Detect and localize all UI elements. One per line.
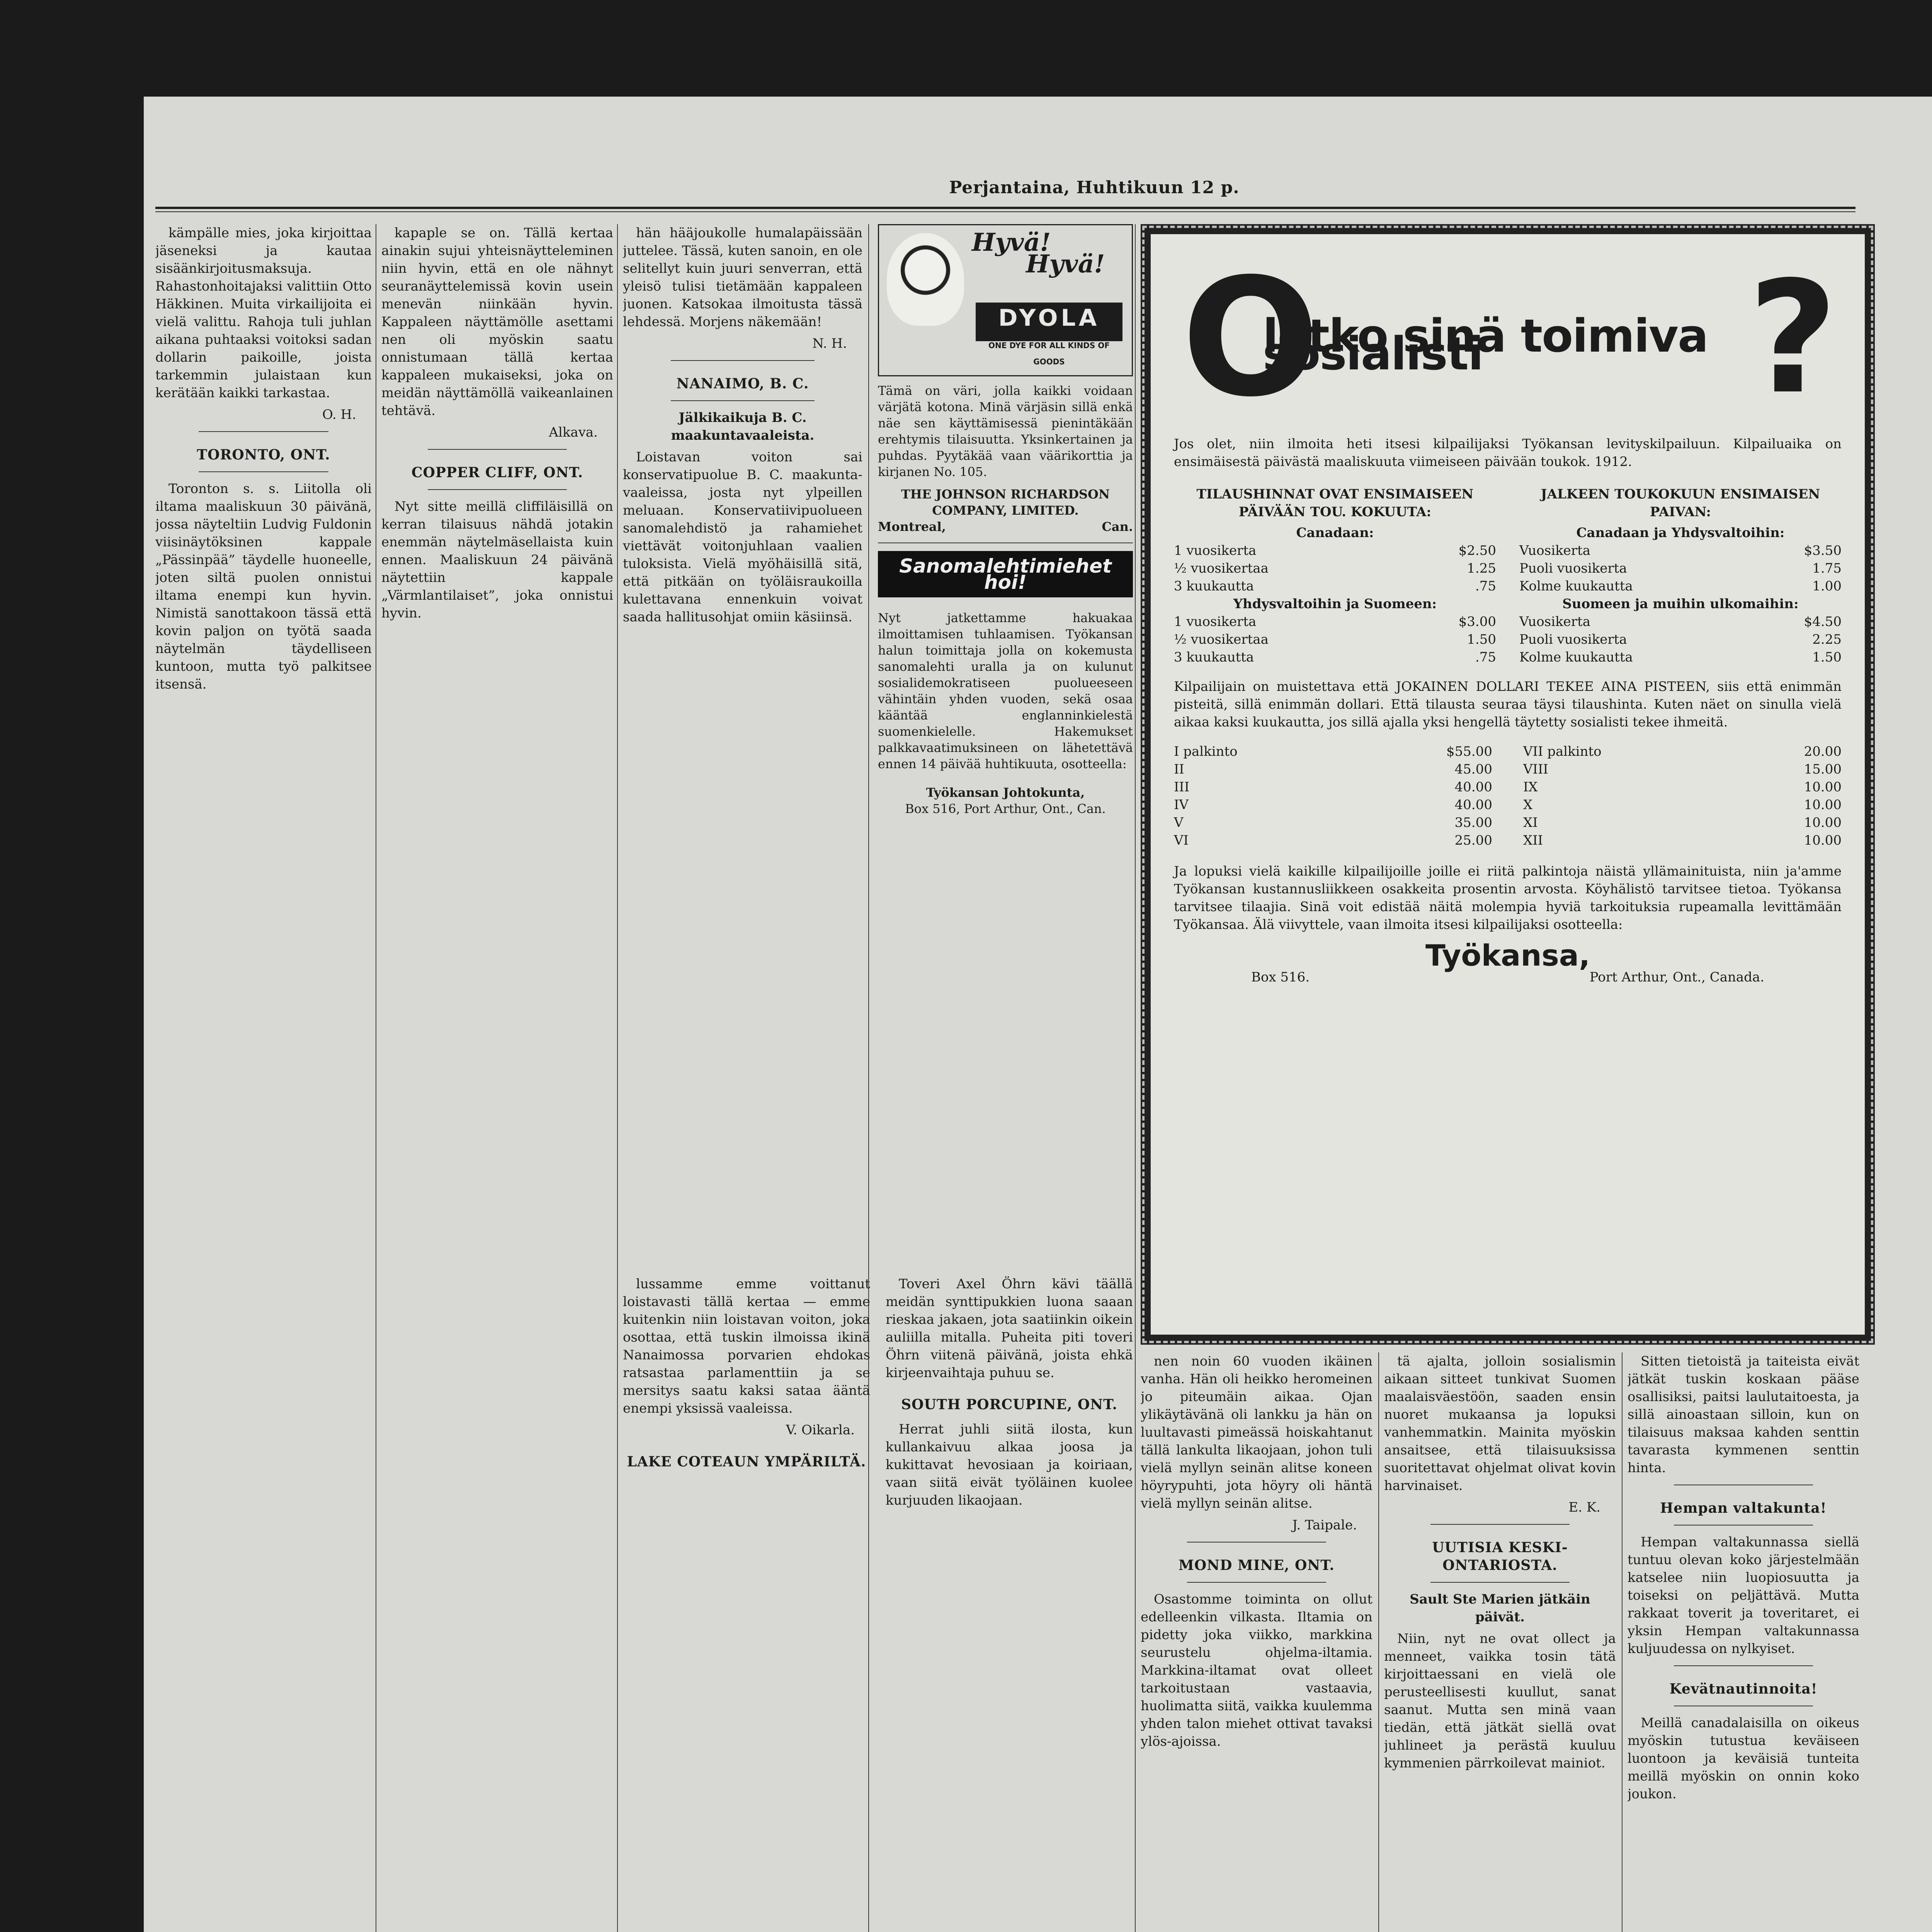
price-row <box>1174 631 1496 648</box>
ad-address: Box 516, Port Arthur, Ont., Can. <box>905 801 1106 816</box>
price-heading: JALKEEN TOUKOKUUN ENSIMAISEN PAIVAN: <box>1541 486 1820 520</box>
article-heading: LAKE COTEAUN YMPÄRILTÄ. <box>627 1454 866 1470</box>
ad-company: THE JOHNSON RICHARDSON COMPANY, LIMITED. <box>901 487 1110 518</box>
row-label: X <box>1523 797 1533 813</box>
article-text: Osastomme toiminta on ollut edelleenkin vilkasta. Iltamia on pidetty joka viikko, markkina seurustelu ohjelma-iltamia. Markkina-iltamat ovat olleet tarkoitustaan vastaavia, huolimatta siitä, vaikka kuulemma yhden talon miehet ottivat tavaksi ylös-ajoissa. <box>1141 1592 1372 1749</box>
article-subheading: Sault Ste Marien jätkäin päivät. <box>1410 1592 1590 1625</box>
row-value: $55.00 <box>1446 744 1492 759</box>
price-subheading: Suomeen ja muihin ulkomaihin: <box>1562 596 1799 612</box>
column-divider <box>1378 1352 1379 1932</box>
row-label: V <box>1174 815 1184 830</box>
price-row <box>1519 577 1842 595</box>
article-text: Hempan valtakunnassa siellä tuntuu olevan koko järjestelmään katselee niin luopiosuutta ja toiseksi on peljättävä. Mutta rakkaat toverit ja toveritaret, ei yksin Hempan valtakunnassa kuljuudessa on nylkyiset. <box>1628 1534 1859 1656</box>
prize-column <box>1523 743 1842 849</box>
ad-title-text: letko sinä toimiva sosialisti <box>1263 309 1708 380</box>
row-label: Kolme kuukautta <box>1519 650 1633 665</box>
article-text: Loistavan voiton sai konservatipuolue B. C. maakunta-vaaleissa, josta nyt ylpeillen meluaan. Konservatiivipuolueen sanomalehdistö ja rahamiehet viettävät voitonjuhlaan vaalien tuloksista. Vielä myöhäisillä sitä, että pitkään on työläisraukoilla kulettavana ennenkuin voivat saada hallitusohjat omiin käsiinsä. <box>623 449 862 625</box>
price-row <box>1174 577 1496 595</box>
article-text: kapaple se on. Tällä kertaa ainakin sujui yhteisnäytteleminen niin hyvin, että en ole nähnyt seuranäyttelemissä kovin usein menevän niinkään hyvin. Kappaleen näyttämölle asettami nen oli myöskin saatu onnistumaan tällä kertaa kappaleen mukaiseksi, joka on meidän näyttämöllä vaikeanlainen tehtävä. <box>381 225 613 418</box>
row-value: 1.25 <box>1467 561 1496 576</box>
price-row <box>1519 560 1842 577</box>
row-value: .75 <box>1475 650 1496 665</box>
divider <box>1430 1582 1570 1583</box>
article-text: tä ajalta, jolloin sosialismin aikaan sitteet tunkivat Suomen maalaisväestöön, saaden ensin nuoret mukaansa ja lopuksi vanhemmatkin. Mainita myöskin ansaitsee, että tilaisuuksissa suoritettavat ohjelmat olivat kovin harvinaiset. <box>1384 1354 1616 1493</box>
row-value: 1.75 <box>1812 561 1842 576</box>
article-text: Toveri Axel Öhrn kävi täällä meidän synttipukkien luona saaan rieskaa jakaen, jota saatiinkin oikein auliilla mitalla. Puheita piti toveri Öhrn viitenä päivänä, joista ehkä kirjeenvaihtaja puhuu se. <box>886 1276 1133 1381</box>
row-value: 45.00 <box>1454 762 1492 777</box>
tyokansa-subscription-ad <box>1141 224 1875 1345</box>
row-value: $3.00 <box>1458 614 1496 629</box>
row-value: .75 <box>1475 578 1496 594</box>
article-heading: SOUTH PORCUPINE, ONT. <box>901 1396 1117 1413</box>
row-value: $2.50 <box>1458 543 1496 558</box>
article-text: Meillä canadalaisilla on oikeus myöskin tutustua keväiseen luontoon ja keväisiä tunteita meillä myöskin on onnin koko joukon. <box>1628 1715 1859 1802</box>
tyokansa-signature: Työkansa, <box>1425 938 1590 973</box>
ad-text: Ja lopuksi vielä kaikille kilpailijoille joille ei riitä palkintoja näistä yllämainituista, niin ja'amme Työkansan kustannusliikkeen osakkeita prosentin arvosta. Köyhälistö tarvitsee tietoa. Työkansa tarvitsee tilaajia. Sinä voit edistää näitä molempia hyviä tarkoituksia rupeamalla levittämään Työkansaa. Älä viivyttele, vaan ilmoita itsesi kilpailijaksi osotteella: <box>1174 864 1842 932</box>
article-heading: NANAIMO, B. C. <box>676 376 809 392</box>
article-signature: V. Oikarla. <box>786 1422 855 1438</box>
ad-address <box>878 519 1133 535</box>
price-row <box>1523 814 1842 832</box>
row-label: Vuosikerta <box>1519 543 1590 558</box>
row-label: 3 kuukautta <box>1174 650 1254 665</box>
price-rows <box>1519 613 1842 666</box>
column-7 <box>1628 1352 1859 1932</box>
price-row <box>1174 613 1496 631</box>
price-before <box>1174 482 1496 666</box>
price-row <box>1174 778 1492 796</box>
price-subheading: Yhdysvaltoihin ja Suomeen: <box>1233 596 1437 612</box>
column-divider <box>1135 224 1136 1932</box>
ad-title <box>1174 244 1842 433</box>
divider <box>199 431 328 432</box>
dyola-ad-box <box>878 224 1133 376</box>
price-row <box>1174 832 1492 849</box>
row-label: VII palkinto <box>1523 744 1602 759</box>
divider <box>199 471 328 472</box>
price-row <box>1174 560 1496 577</box>
price-row <box>1174 814 1492 832</box>
article-text: lussamme emme voittanut loistavasti tällä kertaa — emme kuitenkin niin loistavan voiton, joka osottaa, että tuskin ilmoissa ikinä Nanaimossa porvarien ehdokas ratsastaa parlamenttiin ja se mersitys saatu kaksi sataa ääntä enempi yksissä vaaleissa. <box>623 1276 870 1416</box>
row-label: I palkinto <box>1174 744 1238 759</box>
article-text: Sitten tietoistä ja taiteista eivät jätkät tuskin koskaan pääse osallisiksi, paitsi laulutaitoesta, ja sillä ainoastaan silloin, kun on tilaisuus maksaa kahden senttin tavarasta kymmenen senttin hinta. <box>1628 1354 1859 1476</box>
column-6 <box>1384 1352 1616 1932</box>
row-value: 10.00 <box>1804 815 1842 830</box>
row-label: III <box>1174 779 1190 795</box>
dyola-tagline: ONE DYE FOR ALL KINDS OF GOODS <box>988 341 1110 366</box>
article-signature: E. K. <box>1568 1500 1600 1515</box>
ad-city: Port Arthur, Ont., Canada. <box>1589 969 1764 985</box>
row-value: 2.25 <box>1812 632 1842 647</box>
article-heading: COPPER CLIFF, ONT. <box>411 464 583 481</box>
row-value: 25.00 <box>1454 833 1492 848</box>
price-row <box>1174 542 1496 560</box>
prize-column <box>1174 743 1492 849</box>
row-label: Puoli vuosikerta <box>1519 632 1627 647</box>
row-label: VI <box>1174 833 1189 848</box>
article-signature: O. H. <box>322 407 356 422</box>
row-value: 10.00 <box>1804 833 1842 848</box>
column-3 <box>623 224 862 1267</box>
row-label: IV <box>1174 797 1189 813</box>
divider <box>671 400 815 401</box>
article-heading: Kevätnautinnoita! <box>1669 1681 1818 1697</box>
price-row <box>1523 778 1842 796</box>
price-rows <box>1174 542 1496 595</box>
column-3-4-lower <box>623 1275 1133 1932</box>
newspaper-page <box>144 97 1932 1932</box>
price-row <box>1174 648 1496 666</box>
page-date: Perjantaina, Huhtikuun 12 p. <box>949 178 1240 197</box>
row-value: 1.50 <box>1467 632 1496 647</box>
question-mark: ? <box>1748 248 1838 428</box>
divider <box>428 449 567 450</box>
article-text: Niin, nyt ne ovat ollect ja menneet, vaikka tosin tätä kirjoittaessani en vielä ole perusteellisesti kuullut, sanat saanut. Mutta sen minä vaan tiedän, että jätkät siellä ovat juhlineet ja perästä kuuluu kymmenien pärrkoilevat mainiot. <box>1384 1631 1616 1771</box>
ad-title-initial: O <box>1182 244 1320 433</box>
row-label: 3 kuukautta <box>1174 578 1254 594</box>
ad-intro: Jos olet, niin ilmoita heti itsesi kilpailijaksi Työkansan levityskilpailuun. Kilpailuaika on ensimäisestä päivästä maaliskuuta viimeiseen päivään toukok. 1912. <box>1174 436 1842 469</box>
row-value: 10.00 <box>1804 779 1842 795</box>
article-heading: MOND MINE, ONT. <box>1179 1557 1335 1573</box>
price-heading: TILAUSHINNAT OVAT ENSIMAISEEN PÄIVÄÄN TOU. KOKUUTA: <box>1196 486 1474 520</box>
column-1 <box>155 224 372 1932</box>
row-value: 35.00 <box>1454 815 1492 830</box>
price-subheading: Canadaan ja Yhdysvaltoihin: <box>1576 525 1785 541</box>
price-row <box>1174 796 1492 814</box>
article-heading: TORONTO, ONT. <box>197 447 330 463</box>
row-label: ½ vuosikertaa <box>1174 561 1269 576</box>
divider <box>1187 1582 1326 1583</box>
divider <box>428 489 567 490</box>
article-text: Nyt sitte meillä cliffiläisillä on kerran tilaisuus nähdä jotakin enemmän näytelmäsellaista kuin ennen. Maaliskuun 24 päivänä näytettiin kappale „Värmlantilaiset”, joka onnistui hyvin. <box>381 499 613 621</box>
price-row <box>1519 613 1842 631</box>
row-label: IX <box>1523 779 1538 795</box>
article-subheading: Jälkikaikuja B. C. maakuntavaaleista. <box>671 410 815 443</box>
woman-illustration <box>887 233 964 326</box>
row-label: II <box>1174 762 1184 777</box>
row-label: XI <box>1523 815 1538 830</box>
row-value: 40.00 <box>1454 779 1492 795</box>
dyola-advertisement <box>878 224 1133 1279</box>
article-text: hän hääjoukolle humalapäissään juttelee. Tässä, kuten sanoin, en ole selitellyt kuin juuri senverran, että yleisö tulisi tietämään kappaleen juonen. Katsokaa ilmoitusta tässä lehdessä. Morjens näkemään! <box>623 225 862 330</box>
row-label: Puoli vuosikerta <box>1519 561 1627 576</box>
price-row <box>1174 743 1492 760</box>
price-rows <box>1519 542 1842 595</box>
row-label: ½ vuosikertaa <box>1174 632 1269 647</box>
divider <box>1187 1542 1326 1543</box>
ad-text: Tämä on väri, jolla kaikki voidaan värjätä kotona. Minä värjäsin sillä enkä näe sen käyttämisessä pienintäkään erehtymis tilaisuutta. Yksinkertainen ja puhdas. Pyytäkää vaan väärikorttia ja kirjanen No. 105. <box>878 383 1133 479</box>
row-value: 1.50 <box>1812 650 1842 665</box>
divider <box>1674 1525 1813 1526</box>
row-label: VIII <box>1523 762 1548 777</box>
row-value: 1.00 <box>1812 578 1842 594</box>
column-divider <box>617 224 618 1932</box>
ad-signature: Työkansan Johtokunta, <box>926 785 1085 800</box>
ad-text: Kilpailijain on muistettava että JOKAINEN DOLLARI TEKEE AINA PISTEEN, siis että enimmän pisteitä, sillä enimmän dollari. Että tilausta seuraa täysi tilaushinta. Kuten näet on sinulla vielä aikaa kaksi kuukautta, jos sillä ajalla yksi hengellä täytetty sosialisti tekee ihmeitä. <box>1174 679 1842 730</box>
header-rule-thin <box>155 211 1855 212</box>
price-row <box>1519 542 1842 560</box>
header-rule <box>155 207 1855 209</box>
article-signature: J. Taipale. <box>1292 1517 1357 1533</box>
ad-headline: Hyvä! <box>1026 250 1105 279</box>
divider <box>671 360 815 361</box>
divider <box>1674 1665 1813 1666</box>
row-value: 15.00 <box>1804 762 1842 777</box>
price-row <box>1519 631 1842 648</box>
price-row <box>1523 832 1842 849</box>
row-label: Vuosikerta <box>1519 614 1590 629</box>
price-after <box>1519 482 1842 666</box>
row-label: XII <box>1523 833 1543 848</box>
ad-text: Nyt jatkettamme hakuakaa ilmoittamisen tuhlaamisen. Työkansan halun toimittaja jolla on kokemusta sanomalehti uralla ja on kulunut sosialidemokratiseen puolueeseen vähintäin yhden vuoden, sekä osaa kääntää englanninkielestä suomenkielelle. Hakemukset palkkavaatimuksineen on lähetettävä ennen 14 päivää huhtikuuta, osotteella: <box>878 611 1133 771</box>
price-rows <box>1174 613 1496 666</box>
ad-city: Montreal, <box>878 519 946 534</box>
row-value: $4.50 <box>1804 614 1842 629</box>
column-2 <box>381 224 613 1932</box>
article-text: nen noin 60 vuoden ikäinen vanha. Hän oli heikko heromeinen jo piteumäin aikaa. Ojan ylikäytävänä oli lankku ja hän on luultavasti pimeässä hoiskahtanut tällä lankulta likaojaan, johon tuli vielä myllyn seinän alitse koneen höyrypuhti, jota höyry oli häntä vielä myllyn seinän alitse. <box>1141 1354 1372 1511</box>
price-row <box>1519 648 1842 666</box>
article-signature: Alkava. <box>549 425 598 440</box>
article-text: Toronton s. s. Liitolla oli iltama maaliskuun 30 päivänä, jossa näyteltiin Ludvig Fuldonin viisinäytöksinen kappale „Pässinpää” täydelle huoneelle, joten siltä puolen onnistui iltama enempi kun hyvin. Nimistä sanottakoon tässä että kovin paljon on työtä saada näytelmän täydelliseen kuntoon, mutta työ palkitsee itsensä. <box>155 481 372 692</box>
article-heading: UUTISIA KESKI-ONTARIOSTA. <box>1432 1539 1568 1573</box>
row-label: 1 vuosikerta <box>1174 543 1257 558</box>
price-row <box>1523 796 1842 814</box>
row-value: 10.00 <box>1804 797 1842 813</box>
ad-province: Can. <box>1102 519 1133 534</box>
price-subheading: Canadaan: <box>1296 525 1374 541</box>
ad-headline: Hyvä! <box>972 228 1051 257</box>
article-heading: Hempan valtakunta! <box>1660 1500 1827 1516</box>
article-text: Herrat juhli siitä ilosta, kun kullankaivuu alkaa joosa ja kukittavat hevosiaan ja koiriaan, vaan siitä eivät työläinen kuolee kurjuuden likaojaan. <box>886 1422 1133 1508</box>
price-row <box>1523 760 1842 778</box>
article-signature: N. H. <box>812 336 847 351</box>
ad-box: Box 516. <box>1251 969 1310 985</box>
price-tables <box>1174 482 1842 666</box>
row-label: Kolme kuukautta <box>1519 578 1633 594</box>
divider <box>1430 1524 1570 1525</box>
dyola-logo: DYOLA <box>976 303 1122 341</box>
recruitment-banner: Sanomalehtimiehet hoi! <box>878 551 1133 597</box>
price-row <box>1523 743 1842 760</box>
row-value: $3.50 <box>1804 543 1842 558</box>
row-value: 20.00 <box>1804 744 1842 759</box>
prize-table <box>1174 743 1842 849</box>
price-row <box>1174 760 1492 778</box>
row-label: 1 vuosikerta <box>1174 614 1257 629</box>
column-5 <box>1141 1352 1372 1932</box>
article-text: kämpälle mies, joka kirjoittaa jäseneksi ja kautaa sisäänkirjoitusmaksuja. Rahastonhoitajaksi valittiin Otto Häkkinen. Muita virkailijoita ei vielä valittu. Rahoja tuli juhlan aikana puhtaaksi voitoksi sadan dollarin paikoille, joista tarkemmin julaistaan kun kerätään kaikki tarkastaa. <box>155 225 372 401</box>
row-value: 40.00 <box>1454 797 1492 813</box>
